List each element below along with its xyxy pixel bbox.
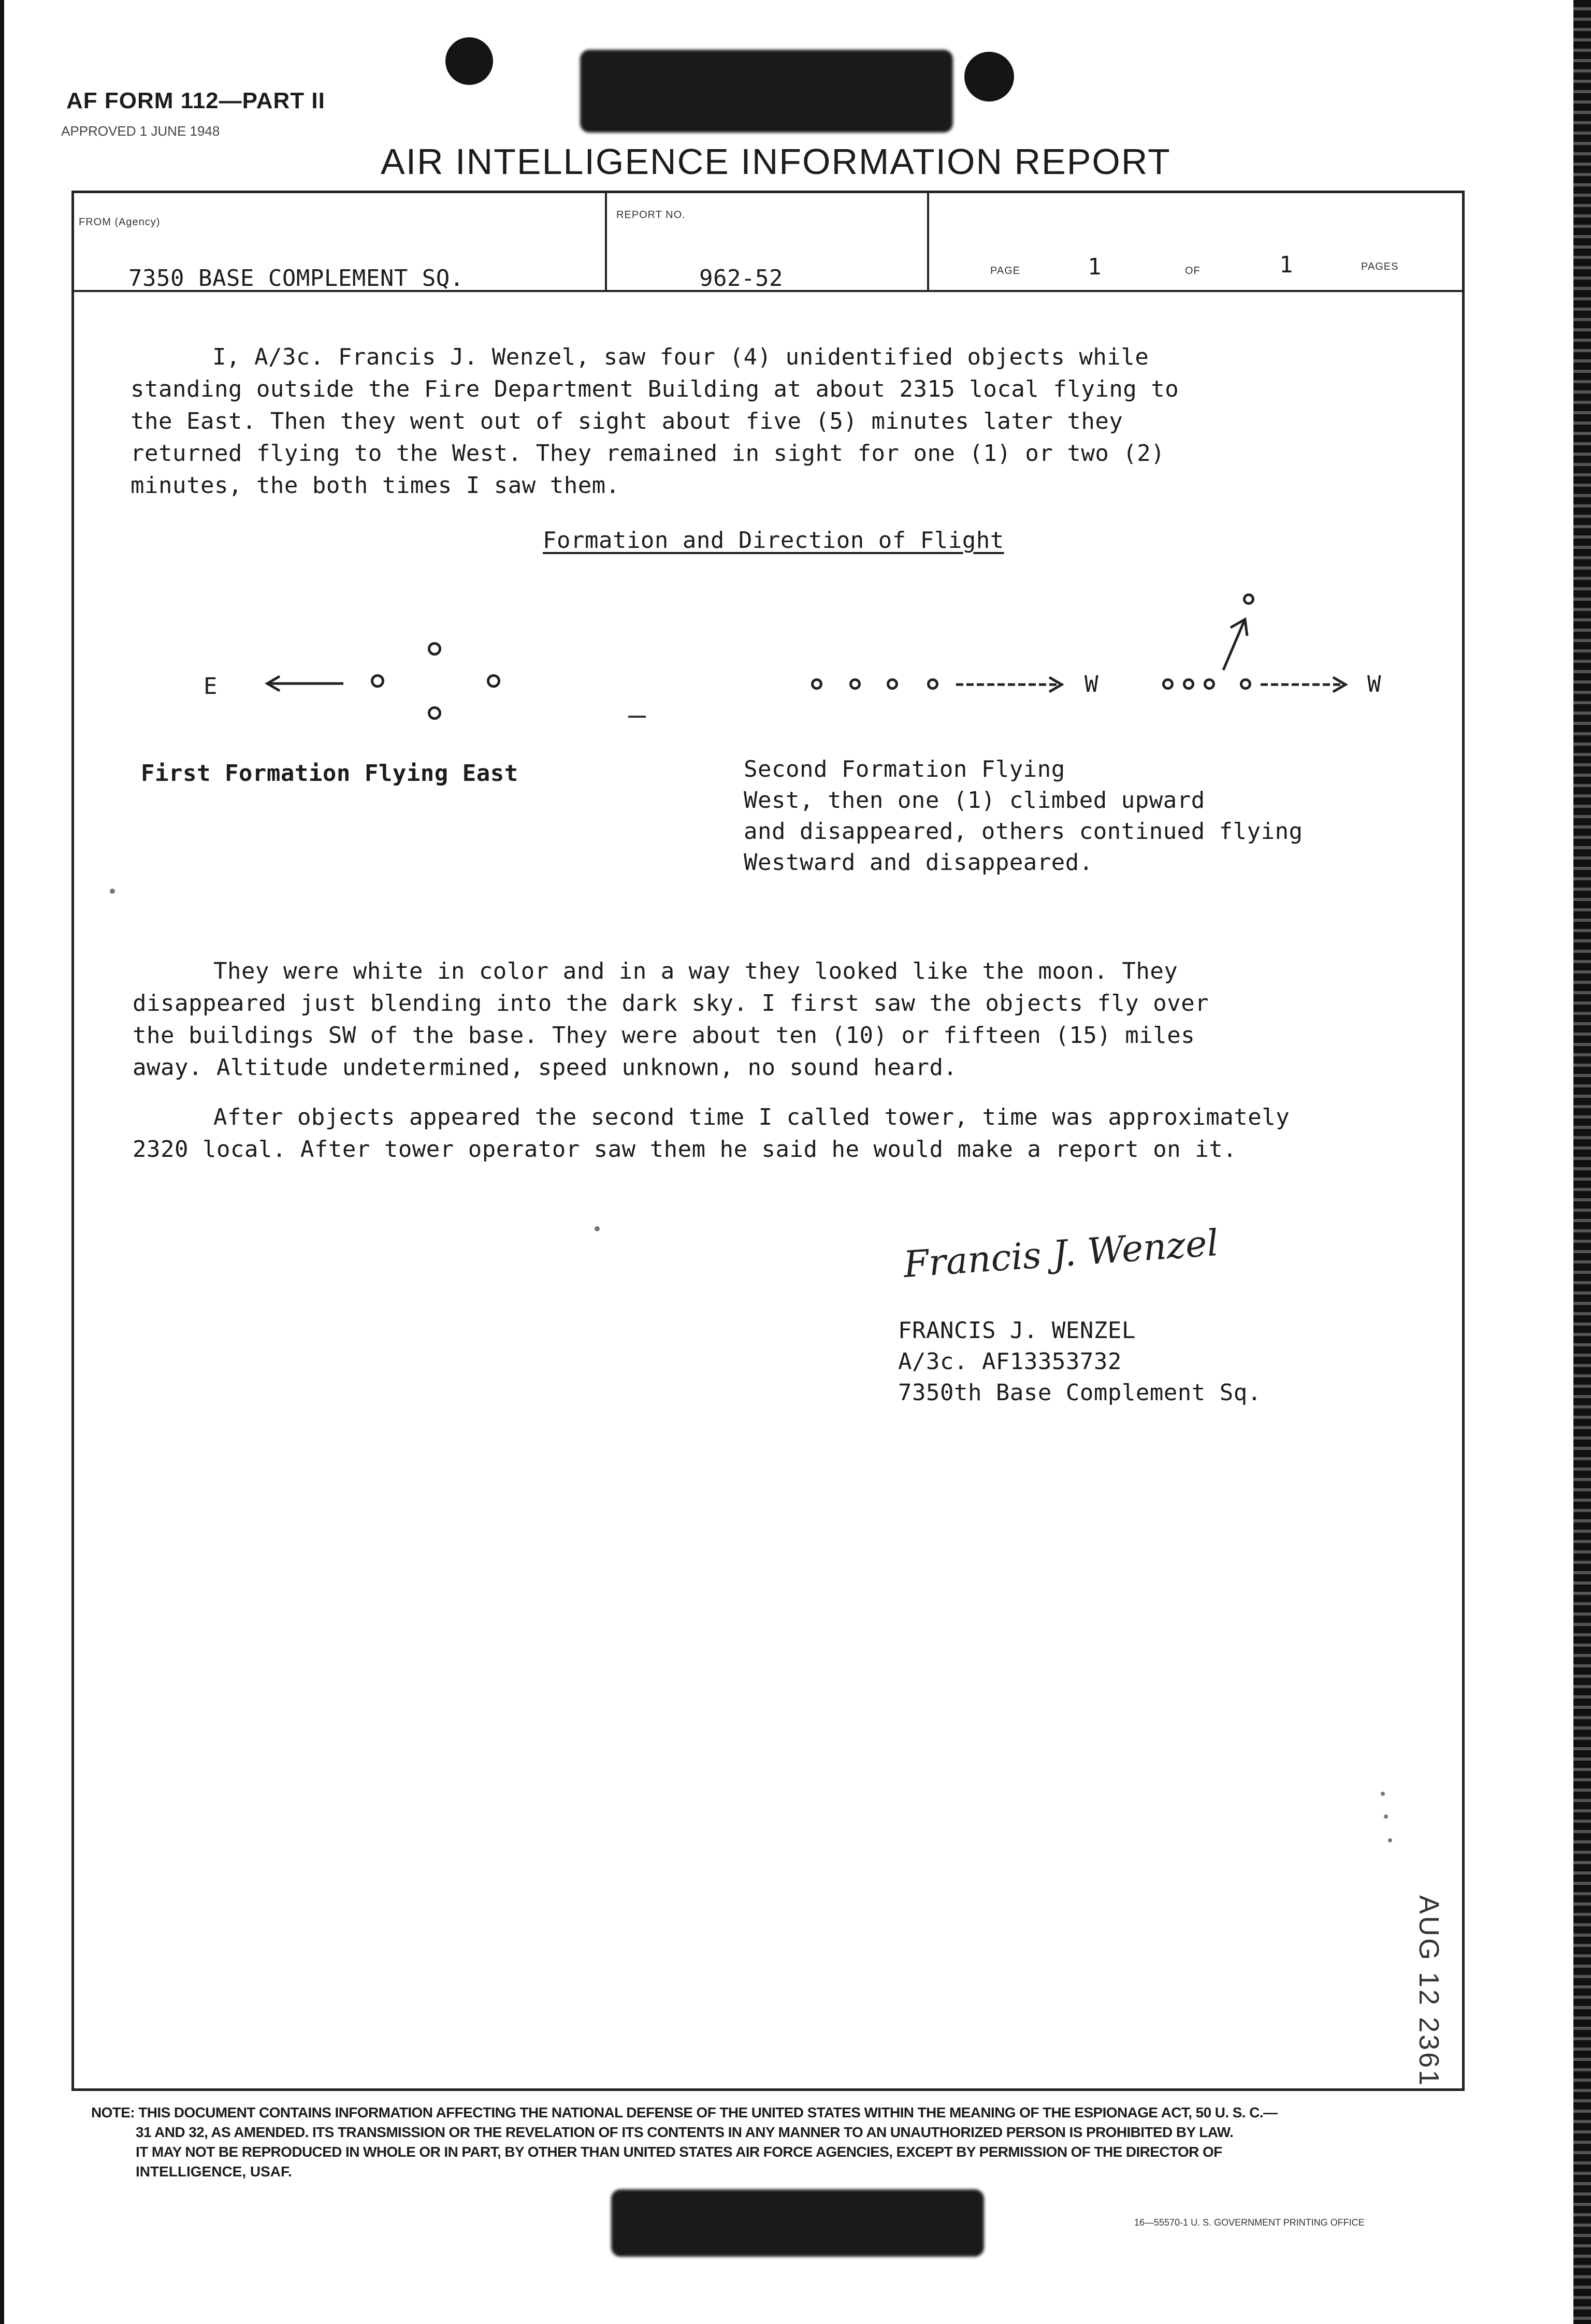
caption-first-formation: First Formation Flying East bbox=[141, 760, 518, 787]
caption-second-line-4: Westward and disappeared. bbox=[744, 849, 1093, 876]
report-title: AIR INTELLIGENCE INFORMATION REPORT bbox=[381, 141, 1171, 182]
object-dot bbox=[811, 678, 822, 690]
object-dot bbox=[1162, 678, 1174, 690]
header-col-divider-2 bbox=[927, 191, 929, 290]
caption-second-line-2: West, then one (1) climbed upward bbox=[744, 787, 1205, 814]
para1-line-3: the East. Then they went out of sight about five (5) minutes later they bbox=[131, 408, 1123, 434]
arrow-west-icon bbox=[1255, 674, 1354, 695]
para1-line-1: I, A/3c. Francis J. Wenzel, saw four (4) unidentified objects while bbox=[212, 344, 1149, 370]
object-dot bbox=[887, 678, 898, 690]
scan-speck bbox=[1381, 1792, 1385, 1796]
climbing-object-dot bbox=[1243, 593, 1254, 605]
pages-label: PAGES bbox=[1361, 261, 1399, 272]
sig-unit: 7350th Base Complement Sq. bbox=[898, 1379, 1262, 1406]
para1-line-2: standing outside the Fire Department Building at about 2315 local flying to bbox=[131, 376, 1179, 402]
page-value: 1 bbox=[1088, 254, 1102, 280]
sig-name: FRANCIS J. WENZEL bbox=[898, 1317, 1136, 1344]
form-id: AF FORM 112—PART II bbox=[66, 88, 325, 113]
arrow-east-icon bbox=[258, 673, 356, 694]
object-dot bbox=[849, 678, 861, 690]
object-dot bbox=[371, 674, 384, 688]
caption-second-line-1: Second Formation Flying bbox=[744, 756, 1065, 782]
header-col-divider-1 bbox=[605, 191, 607, 290]
signature: Francis J. Wenzel bbox=[902, 1221, 1220, 1286]
object-dot bbox=[428, 642, 441, 656]
para3-line-2: 2320 local. After tower operator saw them he said he would make a report on it. bbox=[133, 1136, 1237, 1163]
redaction-top bbox=[580, 50, 953, 133]
para2-line-2: disappeared just blending into the dark sky. I first saw the objects fly over bbox=[133, 990, 1209, 1016]
object-dot bbox=[1240, 678, 1251, 690]
diagram-title: Formation and Direction of Flight bbox=[543, 527, 1004, 554]
object-dot bbox=[1204, 678, 1215, 690]
printer-line: 16—55570-1 U. S. GOVERNMENT PRINTING OFFICE bbox=[1134, 2217, 1365, 2228]
diagram-west-label-2: W bbox=[1367, 671, 1381, 698]
para2-line-1: They were white in color and in a way they looked like the moon. They bbox=[213, 958, 1178, 984]
scan-speck bbox=[110, 889, 115, 894]
diagram-east-label: E bbox=[204, 673, 218, 700]
footer-note-line-3: IT MAY NOT BE REPRODUCED IN WHOLE OR IN PART, BY OTHER THAN UNITED STATES AIR FORCE AGENCIES, EXCEPT BY PERMISSION OF THE DIRECTOR OF bbox=[136, 2144, 1222, 2160]
page-label: PAGE bbox=[990, 265, 1021, 277]
caption-second-line-3: and disappeared, others continued flying bbox=[744, 818, 1303, 845]
para1-line-5: minutes, the both times I saw them. bbox=[131, 472, 620, 499]
form-approved: APPROVED 1 JUNE 1948 bbox=[61, 123, 220, 139]
arrow-west-icon bbox=[951, 674, 1070, 695]
of-label: OF bbox=[1185, 265, 1201, 277]
scan-speck bbox=[595, 1226, 600, 1231]
sig-rank-serial: A/3c. AF13353732 bbox=[898, 1348, 1122, 1375]
arrow-up-icon bbox=[1215, 614, 1256, 676]
scan-edge-left bbox=[0, 0, 4, 2324]
receipt-stamp: AUG 12 2361 bbox=[1413, 1895, 1444, 2088]
scan-edge-right bbox=[1573, 0, 1591, 2324]
of-value: 1 bbox=[1279, 252, 1293, 278]
punch-hole-left bbox=[445, 37, 493, 85]
punch-hole-right bbox=[964, 52, 1014, 101]
diagram-west-label-1: W bbox=[1084, 671, 1098, 698]
from-value: 7350 BASE COMPLEMENT SQ. bbox=[128, 265, 464, 292]
footer-note-line-2: 31 AND 32, AS AMENDED. ITS TRANSMISSION OR THE REVELATION OF ITS CONTENTS IN ANY MANNER TO AN UNAUTHORIZED PERSON IS PROHIBITED BY LAW. bbox=[136, 2124, 1234, 2140]
stray-mark bbox=[628, 716, 646, 718]
object-dot bbox=[487, 674, 500, 688]
object-dot bbox=[1183, 678, 1194, 690]
object-dot bbox=[428, 706, 441, 720]
from-label: FROM (Agency) bbox=[79, 216, 161, 228]
scan-speck bbox=[1384, 1814, 1388, 1819]
redaction-bottom bbox=[611, 2189, 984, 2257]
report-no-label: REPORT NO. bbox=[616, 209, 686, 221]
report-no-value: 962-52 bbox=[699, 265, 783, 292]
scan-speck bbox=[1388, 1838, 1392, 1842]
object-dot bbox=[927, 678, 938, 690]
para2-line-4: away. Altitude undetermined, speed unknown, no sound heard. bbox=[133, 1054, 958, 1081]
para3-line-1: After objects appeared the second time I called tower, time was approximately bbox=[213, 1104, 1290, 1130]
para1-line-4: returned flying to the West. They remained in sight for one (1) or two (2) bbox=[131, 440, 1165, 467]
para2-line-3: the buildings SW of the base. They were about ten (10) or fifteen (15) miles bbox=[133, 1022, 1195, 1049]
footer-note-line-1: NOTE: THIS DOCUMENT CONTAINS INFORMATION AFFECTING THE NATIONAL DEFENSE OF THE UNITED STATES WITHIN THE MEANING OF THE ESPIONAGE ACT, 50 U. S. C.— bbox=[91, 2104, 1278, 2120]
footer-note-line-4: INTELLIGENCE, USAF. bbox=[136, 2163, 292, 2180]
